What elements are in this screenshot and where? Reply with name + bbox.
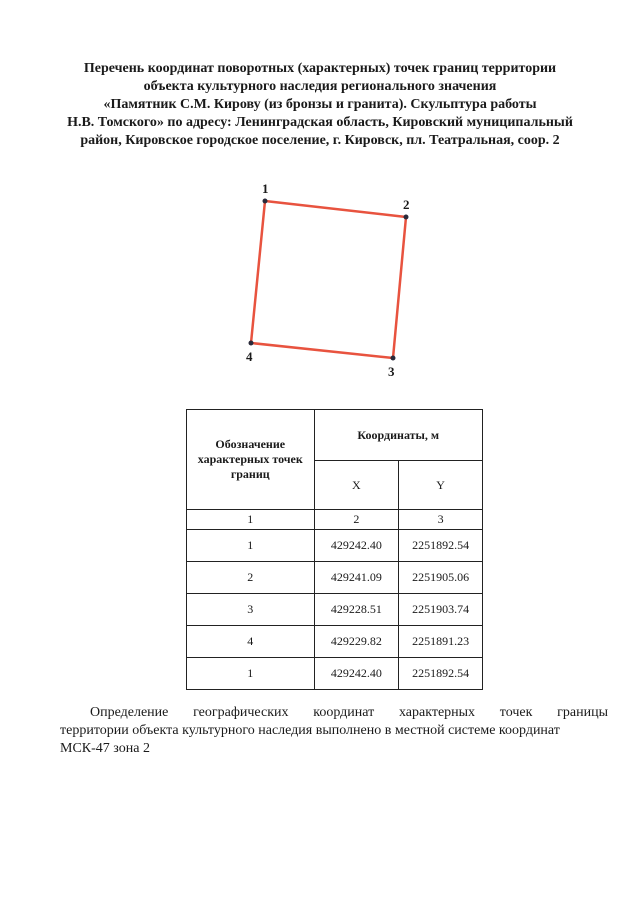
boundary-polygon-svg xyxy=(0,0,640,400)
column-number-row xyxy=(187,510,483,530)
boundary-scheme xyxy=(0,0,640,400)
column-number-2: 2 xyxy=(314,510,399,530)
point-label-3: 3 xyxy=(388,364,395,379)
title-line-1: Перечень координат поворотных (характерных) точек границ территории xyxy=(83,61,557,76)
column-number-3: 3 xyxy=(399,510,483,530)
title-line-4: Н.В. Томского» по адресу: Ленинградская область, Кировский муниципальный xyxy=(67,115,573,130)
boundary-point-1 xyxy=(263,199,268,204)
title-line-3: «Памятник С.М. Кирову (из бронзы и гранита). Скульптура работы xyxy=(103,97,537,112)
cell-y: 2251903.74 xyxy=(399,594,483,626)
point-label-2: 2 xyxy=(403,197,410,212)
cell-point: 1 xyxy=(187,658,315,690)
cell-y: 2251892.54 xyxy=(399,658,483,690)
cell-y: 2251891.23 xyxy=(399,626,483,658)
coordinate-system-note xyxy=(60,704,608,758)
note-line-2: территории объекта культурного наследия выполнено в местной системе координат xyxy=(60,723,560,738)
column-number-1: 1 xyxy=(187,510,315,530)
point-label-4: 4 xyxy=(246,349,253,364)
cell-x: 429228.51 xyxy=(314,594,399,626)
cell-x: 429241.09 xyxy=(314,562,399,594)
header-x: X xyxy=(314,461,399,510)
table-row xyxy=(187,594,483,626)
cell-point: 2 xyxy=(187,562,315,594)
header-designation: Обозначение характерных точек границ xyxy=(187,410,315,510)
boundary-point-3 xyxy=(391,356,396,361)
title-line-2: объекта культурного наследия регионального значения xyxy=(143,79,497,94)
boundary-point-4 xyxy=(249,341,254,346)
header-coordinates: Координаты, м xyxy=(314,410,482,461)
cell-y: 2251905.06 xyxy=(399,562,483,594)
cell-y: 2251892.54 xyxy=(399,530,483,562)
point-label-1: 1 xyxy=(262,181,269,196)
table-row xyxy=(187,658,483,690)
boundary-point-2 xyxy=(404,215,409,220)
note-line-3: МСК-47 зона 2 xyxy=(60,741,150,756)
coordinates-table xyxy=(186,409,483,690)
cell-x: 429242.40 xyxy=(314,530,399,562)
header-y: Y xyxy=(399,461,483,510)
cell-point: 3 xyxy=(187,594,315,626)
title-line-5: район, Кировское городское поселение, г. Кировск, пл. Театральная, соор. 2 xyxy=(80,133,560,148)
table-row xyxy=(187,562,483,594)
cell-x: 429242.40 xyxy=(314,658,399,690)
table-row xyxy=(187,626,483,658)
cell-x: 429229.82 xyxy=(314,626,399,658)
cell-point: 1 xyxy=(187,530,315,562)
cell-point: 4 xyxy=(187,626,315,658)
table-row xyxy=(187,530,483,562)
note-line-1: Определение географических координат характерных точек границы xyxy=(90,705,608,720)
boundary-polygon xyxy=(251,201,406,358)
